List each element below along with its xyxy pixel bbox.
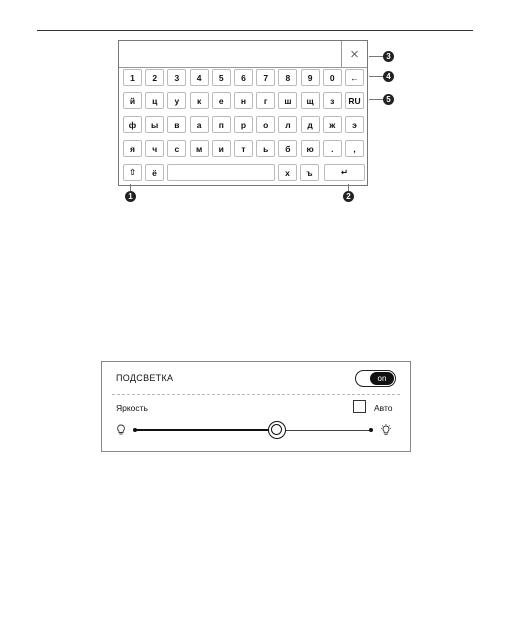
key-ц[interactable]: ц: [145, 92, 164, 109]
keyboard-text-input[interactable]: [119, 41, 341, 68]
callout-3: 3: [383, 51, 394, 62]
key-а[interactable]: а: [190, 116, 209, 133]
key-м[interactable]: м: [190, 140, 209, 157]
key-←[interactable]: ←: [345, 69, 364, 86]
key-ж[interactable]: ж: [323, 116, 342, 133]
on-screen-keyboard: [118, 40, 368, 186]
key-у[interactable]: у: [167, 92, 186, 109]
key-4[interactable]: 4: [190, 69, 209, 86]
key-х[interactable]: х: [278, 164, 297, 181]
key-д[interactable]: д: [301, 116, 320, 133]
toggle-on-label: on: [370, 372, 394, 385]
auto-label: Авто: [374, 403, 393, 413]
key-я[interactable]: я: [123, 140, 142, 157]
key-й[interactable]: й: [123, 92, 142, 109]
key-с[interactable]: с: [167, 140, 186, 157]
key-к[interactable]: к: [190, 92, 209, 109]
callout-2: 2: [343, 191, 354, 202]
backlight-toggle[interactable]: [355, 370, 396, 387]
brightness-slider-thumb[interactable]: [268, 421, 286, 439]
key-ы[interactable]: ы: [145, 116, 164, 133]
callout-4: 4: [383, 71, 394, 82]
slider-min-dot: [133, 428, 137, 432]
space-key[interactable]: [167, 164, 275, 181]
key-7[interactable]: 7: [256, 69, 275, 86]
shift-key[interactable]: ⇧: [123, 164, 142, 181]
key-р[interactable]: р: [234, 116, 253, 133]
key-е[interactable]: е: [212, 92, 231, 109]
brightness-label: Яркость: [116, 403, 148, 413]
key-ф[interactable]: ф: [123, 116, 142, 133]
header-rule: [37, 30, 473, 31]
key-ё[interactable]: ё: [145, 164, 164, 181]
panel-divider: [112, 394, 400, 395]
bright-bulb-icon: [379, 424, 393, 436]
key-5[interactable]: 5: [212, 69, 231, 86]
key-г[interactable]: г: [256, 92, 275, 109]
callout-5-line: [369, 99, 383, 100]
auto-checkbox[interactable]: [353, 400, 366, 413]
key-RU[interactable]: RU: [345, 92, 364, 109]
dim-bulb-icon: [116, 424, 126, 436]
key-э[interactable]: э: [345, 116, 364, 133]
close-icon[interactable]: ×: [341, 41, 367, 68]
key-ш[interactable]: ш: [278, 92, 297, 109]
key-ю[interactable]: ю: [301, 140, 320, 157]
key-з[interactable]: з: [323, 92, 342, 109]
key-6[interactable]: 6: [234, 69, 253, 86]
key-ь[interactable]: ь: [256, 140, 275, 157]
callout-3-line: [369, 56, 383, 57]
key-2[interactable]: 2: [145, 69, 164, 86]
callout-5: 5: [383, 94, 394, 105]
backlight-title: ПОДСВЕТКА: [116, 373, 174, 383]
key-б[interactable]: б: [278, 140, 297, 157]
key-8[interactable]: 8: [278, 69, 297, 86]
key-в[interactable]: в: [167, 116, 186, 133]
callout-1: 1: [125, 191, 136, 202]
slider-max-dot: [369, 428, 373, 432]
key-т[interactable]: т: [234, 140, 253, 157]
brightness-fill: [135, 429, 277, 431]
brightness-slider[interactable]: [135, 430, 371, 431]
key-3[interactable]: 3: [167, 69, 186, 86]
key-ъ[interactable]: ъ: [300, 164, 319, 181]
key-п[interactable]: п: [212, 116, 231, 133]
key-ч[interactable]: ч: [145, 140, 164, 157]
key-и[interactable]: и: [212, 140, 231, 157]
key-.[interactable]: .: [323, 140, 342, 157]
key-9[interactable]: 9: [301, 69, 320, 86]
callout-4-line: [369, 76, 383, 77]
key-о[interactable]: о: [256, 116, 275, 133]
key-щ[interactable]: щ: [301, 92, 320, 109]
key-,[interactable]: ,: [345, 140, 364, 157]
key-1[interactable]: 1: [123, 69, 142, 86]
key-н[interactable]: н: [234, 92, 253, 109]
backlight-panel: [101, 361, 411, 452]
key-л[interactable]: л: [278, 116, 297, 133]
key-0[interactable]: 0: [323, 69, 342, 86]
enter-key[interactable]: ↵: [324, 164, 365, 181]
